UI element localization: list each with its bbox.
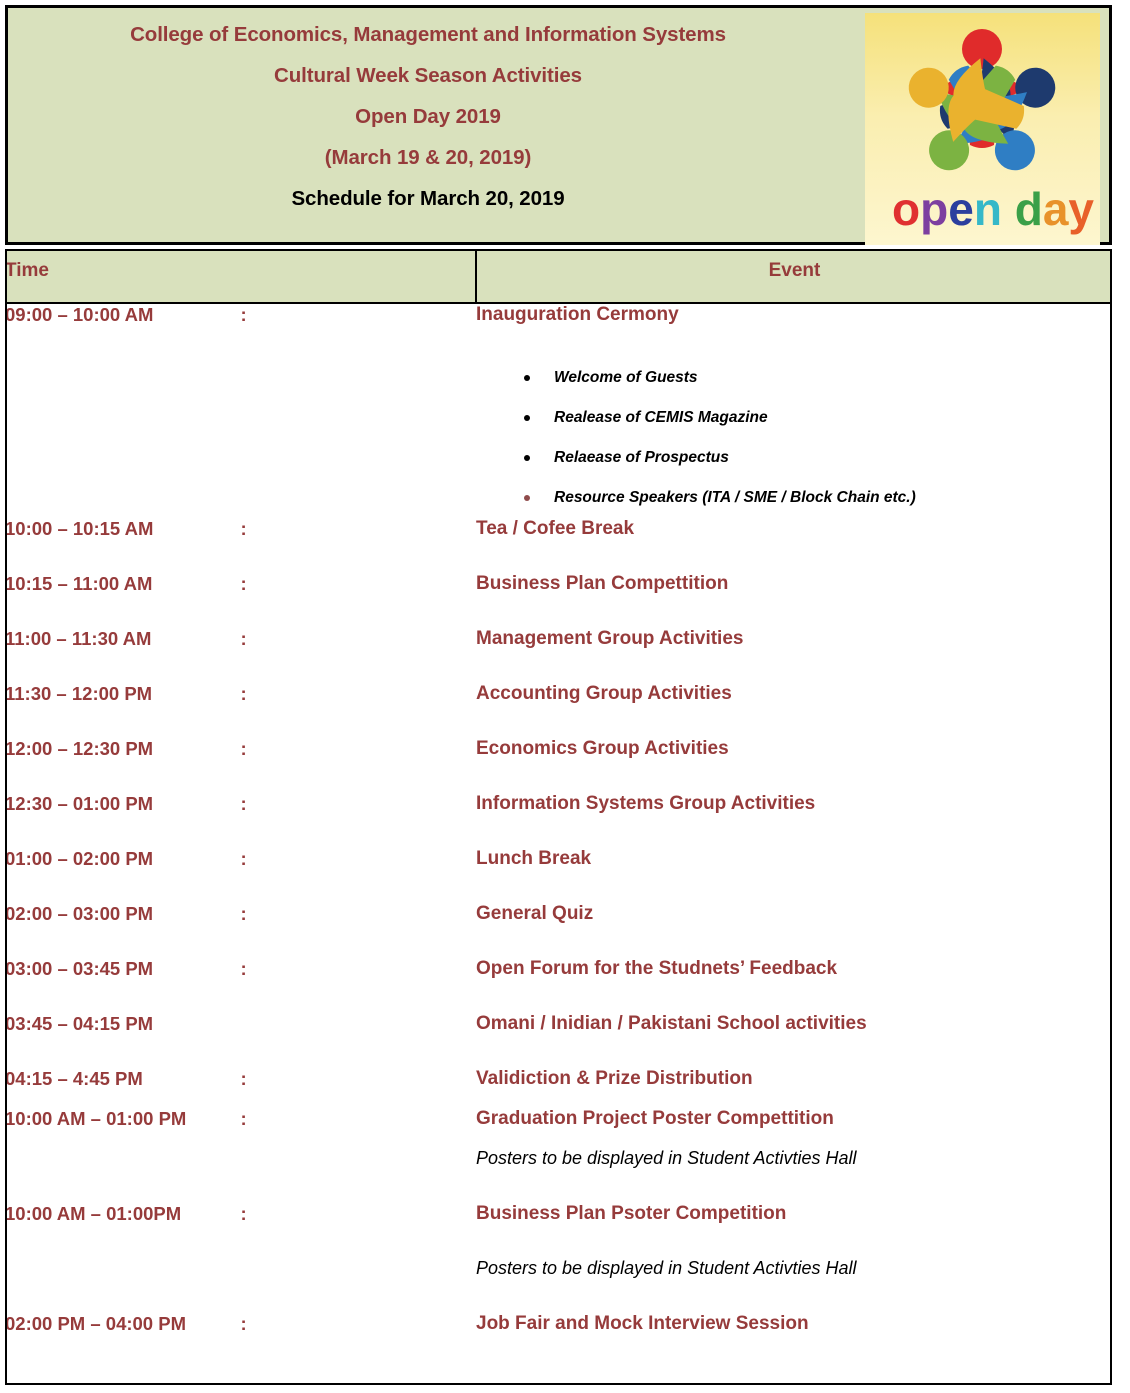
cell-time: 02:00 – 03:00 PM: [5, 903, 154, 924]
cell-separator: [241, 1013, 477, 1068]
table-header-row: [5, 250, 1112, 303]
cell-separator: :: [240, 683, 247, 704]
cell-time: 11:30 – 12:00 PM: [5, 683, 153, 704]
cell-event: Open Forum for the Studnets’ Feedback: [476, 958, 838, 979]
cell-event: Omani / Inidian / Pakistani School activities: [476, 1013, 867, 1034]
cell-event: Tea / Cofee Break: [476, 518, 635, 539]
table-row: [5, 518, 1112, 573]
open-day-logo-graphic: [865, 13, 1100, 245]
cell-separator: :: [240, 1313, 247, 1334]
cell-event-bullets: [476, 358, 1112, 518]
cell-event: Inauguration Cermony: [476, 304, 679, 325]
header-title-line-1: College of Economics, Management and Information Systems: [130, 23, 726, 46]
table-row: [5, 683, 1112, 738]
cell-time: 10:15 – 11:00 AM: [5, 573, 153, 594]
table-row-note: [5, 1258, 1112, 1313]
document-header-banner: [5, 5, 1112, 245]
cell-event: Accounting Group Activities: [476, 683, 732, 704]
table-head: [5, 250, 1112, 303]
cell-separator: :: [240, 518, 247, 539]
list-item: [476, 398, 1112, 438]
cell-spacer: [5, 1258, 241, 1313]
cell-event: General Quiz: [476, 903, 594, 924]
cell-spacer: [5, 358, 241, 518]
list-item-label: Resource Speakers (ITA / SME / Block Chain etc.): [554, 489, 916, 506]
table-row: [5, 1068, 1112, 1108]
table-row-bullets: [5, 358, 1112, 518]
table-row: [5, 958, 1112, 1013]
table-row: [5, 1013, 1112, 1068]
bullet-dot-icon: [524, 375, 530, 381]
table-row: [5, 793, 1112, 848]
cell-separator: :: [240, 628, 247, 649]
cell-time: 04:15 – 4:45 PM: [5, 1068, 143, 1089]
cell-event-note: Posters to be displayed in Student Activties Hall: [476, 1148, 857, 1168]
table-row: [5, 573, 1112, 628]
schedule-table: [5, 249, 1112, 1368]
bullet-dot-icon: [524, 495, 530, 501]
cell-time: 01:00 – 02:00 PM: [5, 848, 154, 869]
header-schedule-date: Schedule for March 20, 2019: [291, 187, 565, 210]
cell-event: Business Plan Compettition: [476, 573, 729, 594]
logo-wordmark: open day: [892, 183, 1094, 235]
cell-separator: :: [240, 573, 247, 594]
cell-time: 11:00 – 11:30 AM: [5, 628, 152, 649]
header-title-line-4: (March 19 & 20, 2019): [324, 146, 532, 169]
cell-event: Economics Group Activities: [476, 738, 729, 759]
inauguration-bullet-list: [476, 358, 1112, 518]
header-title-block: [8, 8, 848, 242]
cell-separator: :: [240, 848, 247, 869]
cell-time: 10:00 – 10:15 AM: [5, 518, 154, 539]
cell-spacer: [241, 1148, 477, 1203]
cell-separator: :: [240, 958, 247, 979]
list-item: [476, 358, 1112, 398]
table-row: [5, 303, 1112, 358]
list-item-label: Relaease of Prospectus: [554, 449, 729, 466]
cell-event: Lunch Break: [476, 848, 592, 869]
cell-time: 09:00 – 10:00 AM: [5, 304, 154, 325]
column-header-event: Event: [476, 250, 1112, 303]
table-row: [5, 903, 1112, 958]
table-row: [5, 1203, 1112, 1258]
cell-event-note: Posters to be displayed in Student Activties Hall: [476, 1258, 857, 1278]
table-body: [5, 303, 1112, 1368]
header-title-line-2: Cultural Week Season Activities: [274, 64, 582, 87]
cell-time: 10:00 AM – 01:00 PM: [5, 1108, 187, 1129]
table-row: [5, 738, 1112, 793]
bullet-dot-icon: [524, 455, 530, 461]
cell-time: 12:30 – 01:00 PM: [5, 793, 154, 814]
list-item: [476, 438, 1112, 478]
cell-event: Management Group Activities: [476, 628, 744, 649]
cell-separator: :: [240, 1108, 247, 1129]
table-row-note: [5, 1148, 1112, 1203]
cell-event: Validiction & Prize Distribution: [476, 1068, 753, 1089]
cell-time: 03:00 – 03:45 PM: [5, 958, 154, 979]
cell-time: 02:00 PM – 04:00 PM: [5, 1313, 186, 1334]
header-title-line-3: Open Day 2019: [355, 105, 501, 128]
list-item-label: Welcome of Guests: [554, 369, 698, 386]
cell-event: Information Systems Group Activities: [476, 793, 816, 814]
table-row: [5, 628, 1112, 683]
cell-event: Business Plan Psoter Competition: [476, 1203, 787, 1224]
table-row: [5, 848, 1112, 903]
cell-event: Job Fair and Mock Interview Session: [476, 1313, 809, 1334]
cell-spacer: [5, 1148, 241, 1203]
cell-separator: :: [240, 903, 247, 924]
cell-spacer: [241, 1258, 477, 1313]
table-row: [5, 1108, 1112, 1148]
cell-separator: :: [240, 1203, 247, 1224]
list-item: [476, 478, 1112, 518]
cell-time: 12:00 – 12:30 PM: [5, 738, 154, 759]
column-header-time: Time: [5, 250, 476, 303]
cell-separator: :: [240, 793, 247, 814]
list-item-label: Realease of CEMIS Magazine: [554, 409, 768, 426]
bullet-dot-icon: [524, 415, 530, 421]
cell-separator: :: [240, 738, 247, 759]
cell-separator: :: [240, 1068, 247, 1089]
cell-separator: :: [240, 304, 247, 325]
open-day-logo: [865, 13, 1100, 245]
cell-time: 03:45 – 04:15 PM: [5, 1013, 154, 1034]
cell-event: Graduation Project Poster Compettition: [476, 1108, 834, 1129]
cell-spacer: [241, 358, 477, 518]
cell-time: 10:00 AM – 01:00PM: [5, 1203, 182, 1224]
table-row: [5, 1313, 1112, 1368]
